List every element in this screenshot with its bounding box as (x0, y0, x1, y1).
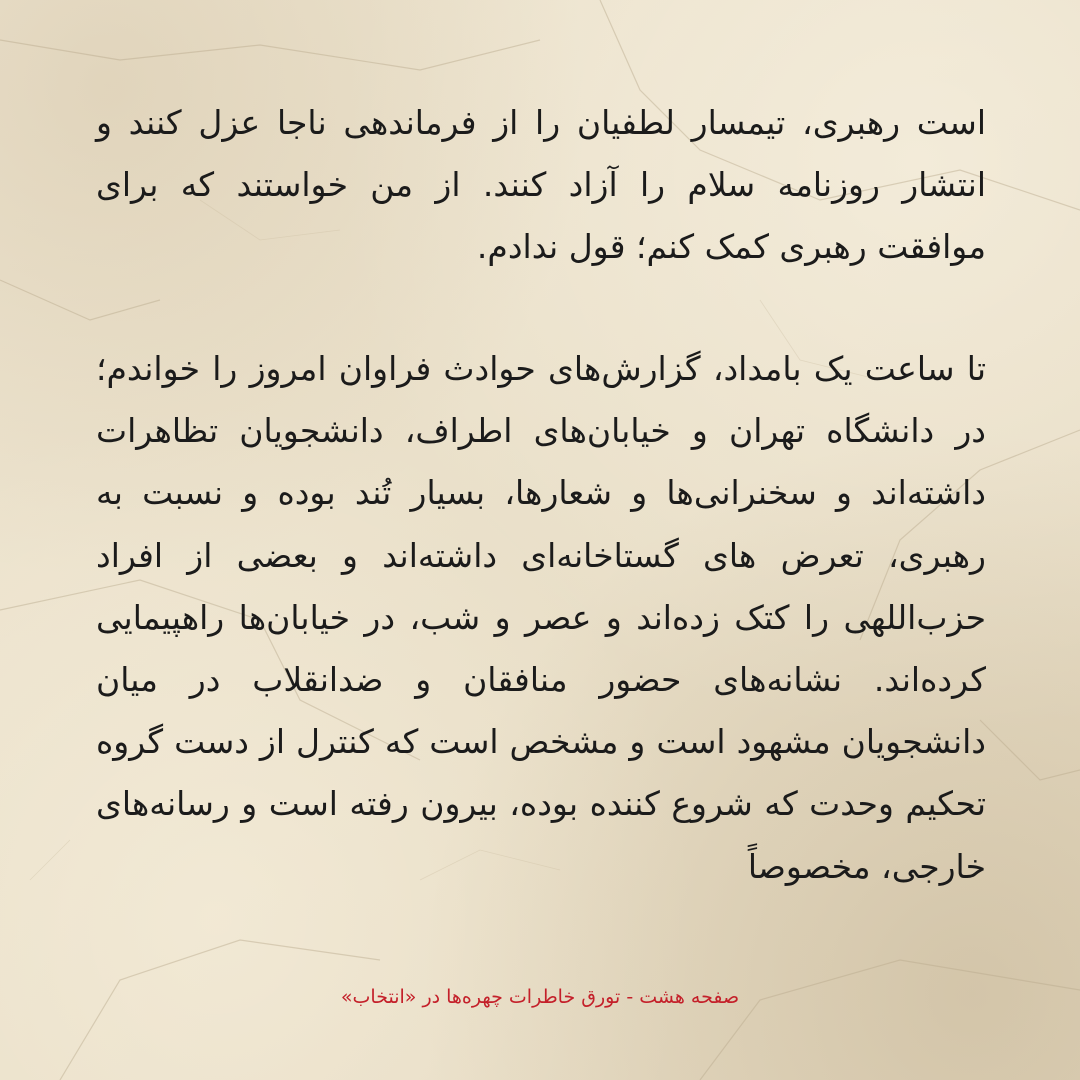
body-paragraph-1: است رهبری، تیمسار لطفیان را از فرماندهی ناجا عزل کنند و انتشار روزنامه سلام را آزاد کنند. از من خواستند که برای موافقت رهبری کمک کنم؛ قول ندادم. (96, 103, 986, 266)
source-caption: صفحه هشت - تورق خاطرات چهره‌ها در «انتخاب» (340, 986, 740, 1008)
body-paragraph-2: تا ساعت یک بامداد، گزارش‌های حوادث فراوان امروز را خواندم؛ در دانشگاه تهران و خیابان‌های اطراف، دانشجویان تظاهرات داشته‌اند و سخنرانی‌ها و شعارها، بسیار تُند بوده و نسبت به رهبری، تعرض های گستاخانه‌ای داشته‌اند و بعضی از افراد حزب‌اللهی را کتک زده‌اند و عصر و شب، در خیابان‌ها راهپیمایی کرده‌اند. نشانه‌های حضور منافقان و ضدانقلاب در میان دانشجویان مشهود است و مشخص است که کنترل از دست گروه تحکیم وحدت که شروع کننده بوده، بیرون رفته است و رسانه‌های خارجی، مخصوصاً (96, 349, 986, 886)
